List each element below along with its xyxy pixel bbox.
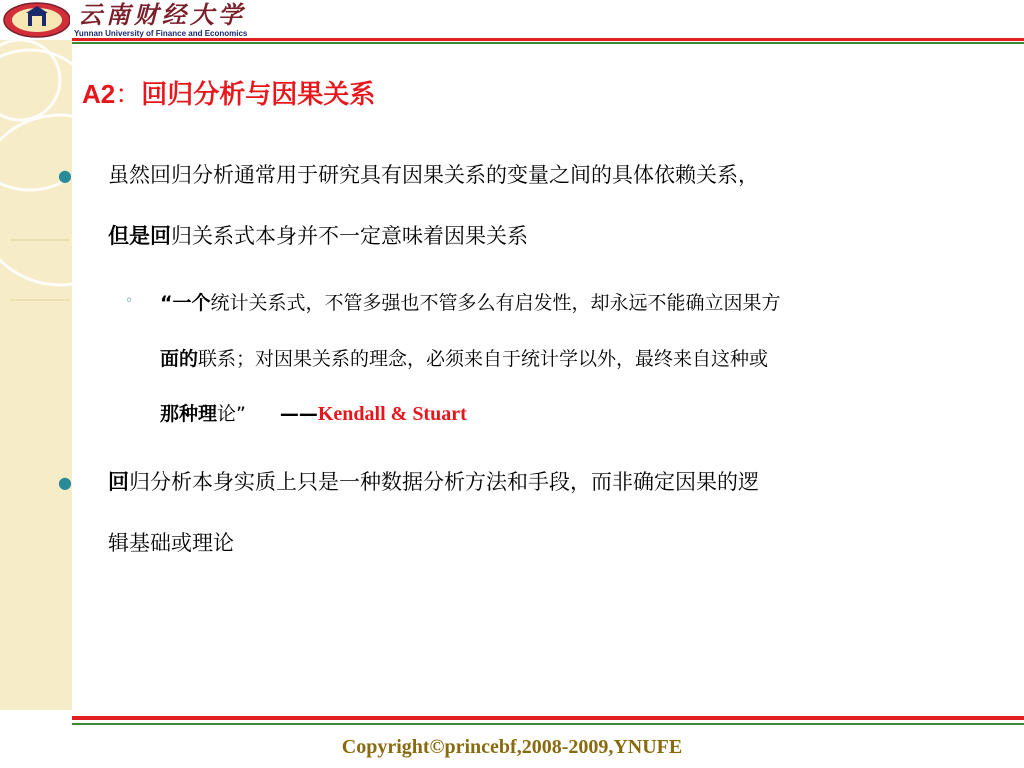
quote-line-1-bold: “一个 bbox=[160, 292, 211, 314]
left-decorative-panel bbox=[0, 40, 72, 710]
bullet-icon: ● bbox=[58, 473, 72, 492]
title-text: 回归分析与因果关系 bbox=[141, 79, 376, 109]
copyright-notice: Copyright©princebf,2008-2009,YNUFE bbox=[341, 736, 683, 758]
bullet-2-bold-prefix: 回 bbox=[108, 470, 129, 494]
university-emblem-icon bbox=[2, 2, 72, 38]
bullet-1-line-1: 虽然回归分析通常用于研究具有因果关系的变量之间的具体依赖关系， bbox=[108, 163, 759, 187]
bullet-2-rest: 归分析本身实质上只是一种数据分析方法和手段，而非确定因果的逻 bbox=[129, 470, 759, 494]
quote-attribution: Kendall & Stuart bbox=[317, 403, 467, 425]
header-divider-green bbox=[72, 42, 1024, 44]
bullet-2-line-2: 辑基础或理论 bbox=[108, 531, 234, 555]
quote-dash: —— bbox=[279, 403, 318, 425]
logo-chinese-name: 云南财经大学 bbox=[78, 0, 246, 29]
quote-line-3-bold: 那种理 bbox=[160, 403, 218, 425]
quote-line-2-bold: 面的 bbox=[160, 348, 199, 370]
bullet-icon: ● bbox=[58, 166, 72, 185]
quote-line-1 bbox=[160, 275, 781, 332]
bullet-1-bold-prefix: 但是回 bbox=[108, 224, 171, 248]
quote-line-3-rest: 论” bbox=[217, 403, 246, 425]
quote-line-1-rest: 统计关系式，不管多强也不管多么有启发性，却永远不能确立因果方 bbox=[210, 292, 781, 314]
title-label: A2 bbox=[82, 79, 116, 109]
footer-divider-green bbox=[72, 723, 1024, 725]
quote-line-2 bbox=[160, 331, 768, 388]
sub-bullet-icon: ◦ bbox=[125, 293, 134, 309]
slide-header bbox=[0, 0, 1024, 40]
quote-line-2-rest: 联系；对因果关系的理念，必须来自于统计学以外，最终来自这种或 bbox=[198, 348, 769, 370]
footer-divider-red bbox=[72, 716, 1024, 720]
bullet-2-line-1 bbox=[108, 452, 759, 512]
header-divider-red bbox=[72, 38, 1024, 41]
title-colon: ： bbox=[115, 79, 142, 109]
logo-english-name: Yunnan University of Finance and Economics bbox=[74, 29, 248, 38]
quote-line-3 bbox=[160, 386, 467, 443]
bullet-1-rest: 归关系式本身并不一定意味着因果关系 bbox=[171, 224, 528, 248]
slide-title bbox=[82, 74, 375, 111]
bullet-1-line-2 bbox=[108, 206, 528, 266]
university-logo bbox=[70, 0, 292, 40]
decorative-arcs bbox=[0, 40, 72, 710]
